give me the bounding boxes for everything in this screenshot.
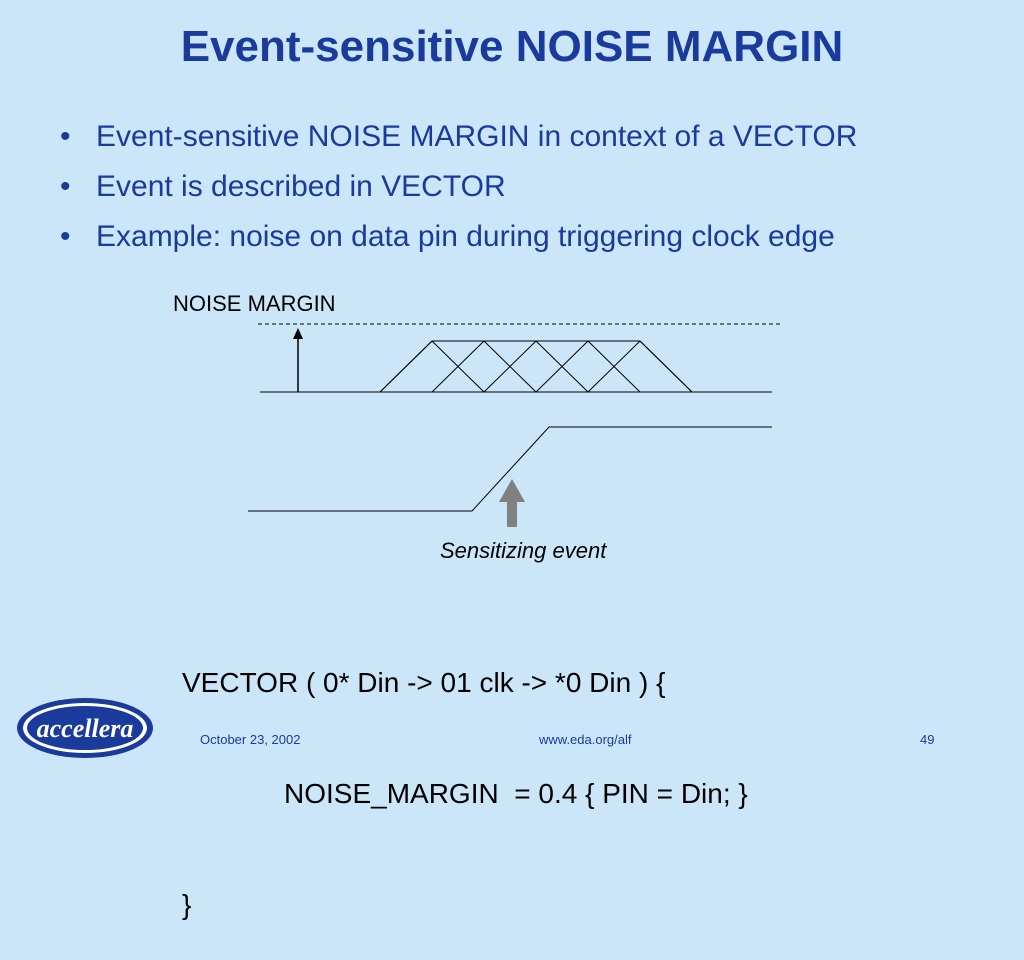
sensitizing-event-label: Sensitizing event [440,538,607,563]
noise-margin-label: NOISE MARGIN [173,291,336,316]
footer-url: www.eda.org/alf [539,732,632,747]
vector-code-block [182,590,748,960]
bullet-text: Example: noise on data pin during triggering clock edge [96,220,835,253]
svg-text:accellera: accellera [36,714,134,743]
margin-arrow-head [293,328,303,339]
footer-date: October 23, 2002 [200,732,301,747]
accellera-logo [14,695,156,761]
bullet-dot: • [60,120,71,153]
code-line: NOISE_MARGIN = 0.4 { PIN = Din; } [284,778,748,809]
bullet-dot: • [60,220,71,253]
sensitizing-arrow-head [499,479,525,502]
code-line: VECTOR ( 0* Din -> 01 clk -> *0 Din ) { [182,667,666,698]
code-line: } [182,889,192,920]
bullet-text: Event-sensitive NOISE MARGIN in context of a VECTOR [96,120,858,153]
noise-envelope [380,341,692,392]
page-title: Event-sensitive NOISE MARGIN [180,22,844,71]
bullet-dot: • [60,170,71,203]
sensitizing-arrow-shaft [507,500,517,527]
page-number: 49 [920,732,935,747]
bullet-text: Event is described in VECTOR [96,170,506,203]
